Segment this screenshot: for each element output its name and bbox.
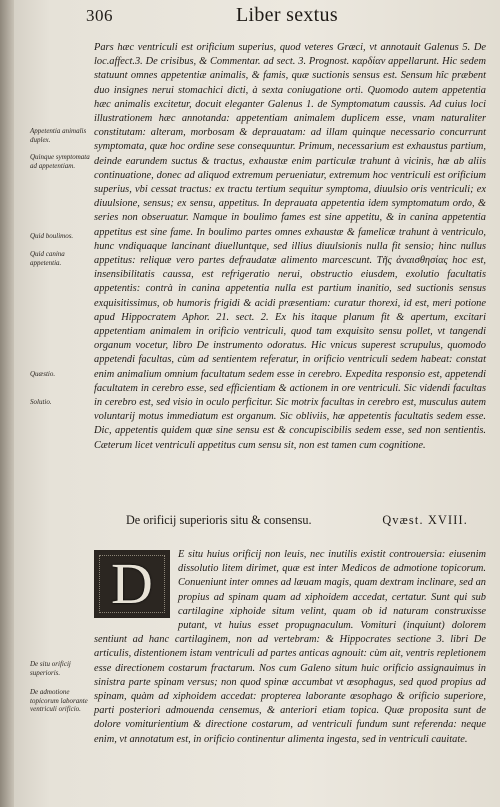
margin-note: Quæstio. (30, 370, 56, 378)
running-title: Liber sextus (236, 4, 338, 26)
question-number: Qvæst. XVIII. (382, 513, 468, 527)
decorated-initial (94, 550, 170, 618)
section-title: De orificij superioris situ & consensu. (126, 513, 312, 527)
margin-note: Appetentia animalis duplex. (30, 127, 87, 144)
initial-ornament (99, 551, 165, 616)
margin-note: Solutio. (30, 398, 52, 406)
paragraph: Pars hæc ventriculi est orificium superius, quod veteres Græci, vt annotauit Galenus 5. De loc.affect.3. De crisibus, & Commentar. ad sect. 3. Prognost. καρδίαν appellarunt. Hic sedem statuunt omnes appetentiæ animalis, & famis, quæ suctionis sensus est. Sensum hîc præbent duo insignes nerui stomachici dicti, à sexta coniugatione orti. Quomodo autem appetentia hæc animalis excitetur, docuit eleganter Galenus 1. de Symptomatum caussis. Ad cuius loci illustrationem hæc annotanda: appetentiam animalem duplicem esse, vnam naturaliter constitutam: alteram, morbosam & deprauatam: ad illam quinque necessario concurrunt symptomata, quæ hoc ordine sese consequuntur. Primum, necessarium est exhaustus partium, deinde earundem suctus & tractus, exhaustæ enim particulæ trahunt à vicinis, hæ ab aliis continuatione, donec ad aliquod extremum perueniatur, extremum hoc ventriculi est orificium superius, vbi cessat tractus: ex tractu tertium sequitur symptoma, diuulsio oris ventriculi; ex diuulsione, sensus; ex sensu, appetitus. In deprauata appetentia idem symptomatum ordo, & series non obseruatur. Namque in boulimo fames est sine appetitu, & in canina appetentia appetitus est sine fame. In boulimo partes omnes exhaustæ & famelicæ trahunt à ventriculo, hunc vndiquaque lancinant diuelluntque, sed illius diuulsionis nulla fit sensio; hinc nullus appetitus: reliquæ vero partes defraudatæ alimento marcescunt. Τῆς ἀναισθησίας hoc est, insensibilitatis caussa, est refrigeratio nerui, obstructio eiusdem, exolutio facultatis appetentis: contrà in canina appetentia nulla est partium inanitio, sed suctionis sensus exquisitissimus, ob humoris frigidi & acidi præsentiam: curatur thorexi, id est, meri potione apud Hippocratem Aphor. 21. sect. 2. Ex his itaque planum fit & apertum, excitari appetentiam animalem in orificio ventriculi, quod tam exquisito sensu pollet, vt tangendi organum vocetur, libro De instrumento odoratus. Hic vnicus superest scrupulus, quomodo appetendi facultas, cùm ad sentientem referatur, in orificio ventriculi sedem habeat: constat enim animalium omnium facultatum sedem esse in cerebro. Expedita responsio est, appetendi facultatem in cerebro esse, sed efficientiam & actionem in ore ventriculi. Sic videndi facultas in cerebro est, sed visio in oculo perficitur. Sic motrix facultas in cerebro est, musculus autem voluntarij motus immediatum est organum. Sic obliviis, hæ appetentis facultatis sedem esse. Dic, appetentis quidem quæ sine sensu est & concupiscibilis sedem esse, sed non sentientis. Cæterum licet ventriculi appetitus cum sensu sit, non est tamen cum cognitione. (94, 42, 486, 451)
margin-note: De admotione topicorum laborante ventriculi orificio. (30, 688, 88, 714)
margin-note: Quid boulimos. (30, 232, 74, 240)
initial-letter: D (111, 551, 153, 616)
margin-note: De situ orificij superioris. (30, 660, 71, 677)
page-gutter-shadow (0, 0, 14, 807)
page-number: 306 (86, 6, 113, 25)
margin-note: Quinque symptomata ad appetentiam. (30, 153, 90, 170)
section-header (94, 511, 486, 531)
paragraph: E situ huius orificij non leuis, nec inutilis existit controuersia: eiusenim dissolutio litem dirimet, quæ est inter Medicos de admotione topicorum. Conueniunt inter omnes ad læuam magis, quam dextram inclinare, sed an propius ad spinam quam ad xiphoidem accedat, certatur. Sunt qui sub cartilagine xiphoide situm velint, quam ob id naturam construxisse putant, vt huius esset propugnaculum. Vomituri (inquiunt) dolorem sentiunt ad hanc cartilaginem, non ad vertebram: & Hippocrates sectione 3. libri De articulis, distentionem istam ventriculi ad partes anticas agnouit: cùm ait, ventris repletionem esse directionem costarum fractarum. Nos cum Galeno situm huic orificio assignauimus in sinistra parte spinam versus; non quod spinæ accumbat vt œsophagus, sed quod propius ad spinam, quàm ad xiphoidem accedat: propterea laborante œsophago & orificio superiore, parti posteriori admouenda censemus, & anteriori etiam topica. Quæ proposita sunt de dolore vomiturientium & directione costarum, ad ventriculi fundum sunt referenda: neque enim, vt annotatum est, in orificio continentur alimenta ingesta, sed in ventriculi cauitate. (94, 549, 486, 745)
body-text-second (94, 548, 486, 747)
margin-note: Quid canina appetentia. (30, 250, 65, 267)
body-text-top (94, 41, 486, 453)
page-header (0, 4, 500, 28)
